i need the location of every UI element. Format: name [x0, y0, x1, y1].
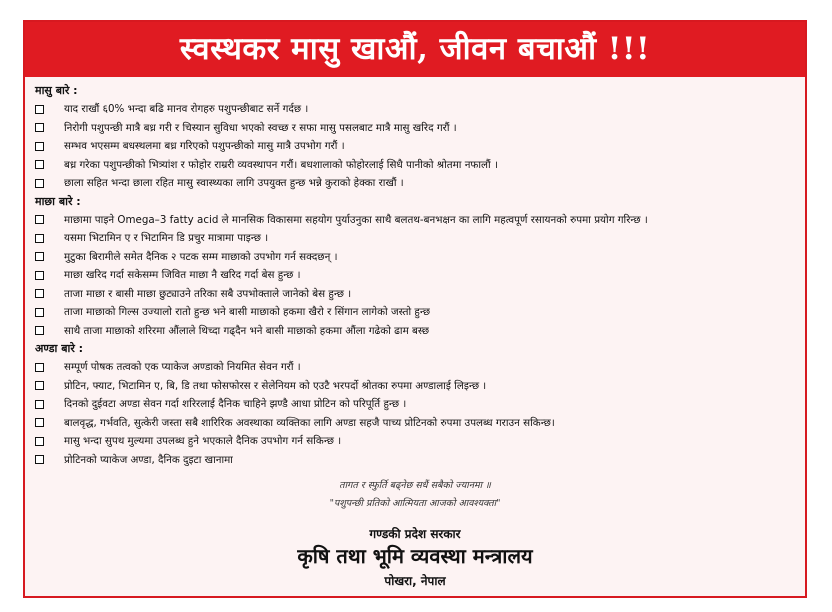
poster-title: स्वस्थकर मासु खाऔं, जीवन बचाऔं !!! — [25, 22, 805, 77]
section-heading-fish: माछा बारे : — [35, 194, 81, 208]
list-item: बध्र गरेका पशुपन्छीको भित्र्यांश र फोहोर राम्ररी व्यवस्थापन गरौं। बधशालाको फोहोरलाई सिधै पानीको श्रोतमा नफालौं । — [35, 156, 795, 175]
checkbox-icon — [35, 418, 44, 427]
list-item: सम्भव भएसम्म बधस्थलमा बध्र गरिएको पशुपन्छीको मासु मात्रै उपभोग गरौं । — [35, 137, 795, 156]
checkbox-icon — [35, 252, 44, 261]
checkbox-icon — [35, 437, 44, 446]
checkbox-icon — [35, 215, 44, 224]
checkbox-icon — [35, 363, 44, 372]
checkbox-icon — [35, 289, 44, 298]
list-item: मुटुका बिरामीले समेत दैनिक २ पटक सम्म माछाको उपभोग गर्न सक्दछन् । — [35, 248, 795, 267]
location: पोखरा, नेपाल — [384, 574, 446, 588]
list-item: निरोगी पशुपन्छी मात्रै बध्र गरी र चिस्यान सुविधा भएको स्वच्छ र सफा मासु पसलबाट मात्रै मासु खरिद गरौं । — [35, 119, 795, 138]
list-item: यसमा भिटामिन ए र भिटामिन डि प्रचुर मात्रामा पाइन्छ । — [35, 229, 795, 248]
list-item: माछा खरिद गर्दा सकेसम्म जिवित माछा नै खरिद गर्दा बेस हुन्छ । — [35, 266, 795, 285]
checkbox-icon — [35, 455, 44, 464]
checkbox-icon — [35, 123, 44, 132]
checkbox-icon — [35, 179, 44, 188]
list-item: याद राखौं ६0% भन्दा बढि मानव रोगहरु पशुपन्छीबाट सर्ने गर्दछ । — [35, 100, 795, 119]
checkbox-icon — [35, 160, 44, 169]
checkbox-icon — [35, 234, 44, 243]
poster-content — [35, 82, 795, 469]
checkbox-icon — [35, 271, 44, 280]
list-item: साथै ताजा माछाको शरिरमा औंलाले थिच्दा गढ्दैन भने बासी माछाको हकमा औंला गढेको ढाम बस्छ — [35, 322, 795, 341]
government-name: गण्डकी प्रदेश सरकार — [369, 527, 461, 541]
section-heading-egg: अण्डा बारे : — [35, 342, 84, 355]
slogan-line-2: "पशुपन्छी प्रतिको आत्मियता आजको आवश्यक्ता" — [329, 498, 501, 509]
slogan-line-1: तागत र स्फुर्ति बढ्नेछ सधैं सबैको ज्यानमा ॥ — [339, 480, 491, 491]
list-item: प्रोटिन, फ्याट, भिटामिन ए, बि, डि तथा फोसफोरस र सेलेनियम को एउटै भरपर्दो श्रोतका रुपमा अण्डालाई लिइन्छ । — [35, 377, 795, 396]
list-item: ताजा माछा र बासी माछा छुट्याउने तरिका सबै उपभोक्ताले जानेको बेस हुन्छ । — [35, 285, 795, 304]
checkbox-icon — [35, 142, 44, 151]
list-item: दिनको दुईवटा अण्डा सेवन गर्दा शरिरलाई दैनिक चाहिने झण्डै आधा प्रोटिन को परिपूर्ति हुन्छ । — [35, 395, 795, 414]
list-item: प्रोटिनको प्याकेज अण्डा, दैनिक दुइटा खानामा — [35, 451, 795, 470]
poster-frame — [23, 20, 807, 598]
checkbox-icon — [35, 105, 44, 114]
list-item: माछामा पाइने Omega–3 fatty acid ले मानसिक विकासमा सहयोग पुर्याउनुका साथै बलतथ-बनभक्षन का लागि महत्वपूर्ण रसायनको रुपमा प्रयोग गरिन्छ । — [35, 211, 795, 230]
list-item: ताजा माछाको गिल्स उज्यालो रातो हुन्छ भने बासी माछाको हकमा खैरो र सिंगान लागेको जस्तो हुन्छ — [35, 303, 795, 322]
list-item: मासु भन्दा सुपथ मुल्यमा उपलब्ध हुने भएकाले दैनिक उपभोग गर्न सकिन्छ । — [35, 432, 795, 451]
section-heading-meat: मासु बारे : — [35, 84, 78, 97]
ministry-name: कृषि तथा भूमि व्यवस्था मन्त्रालय — [297, 544, 533, 568]
checkbox-icon — [35, 308, 44, 317]
list-item: बालवृद्ध, गर्भवति, सुत्केरी जस्ता सबै शारिरिक अवस्थाका व्यक्तिका लागि अण्डा सहजै पाच्य प्रोटिनको रुपमा उपलब्ध गराउन सकिन्छ। — [35, 414, 795, 433]
list-item: छाला सहित भन्दा छाला रहित मासु स्वास्थ्यका लागि उपयुक्त हुन्छ भन्ने कुराको हेक्का राखौं । — [35, 174, 795, 193]
checkbox-icon — [35, 326, 44, 335]
checkbox-icon — [35, 381, 44, 390]
checkbox-icon — [35, 400, 44, 409]
list-item: सम्पूर्ण पोषक तत्वको एक प्याकेज अण्डाको नियमित सेवन गरौं । — [35, 358, 795, 377]
